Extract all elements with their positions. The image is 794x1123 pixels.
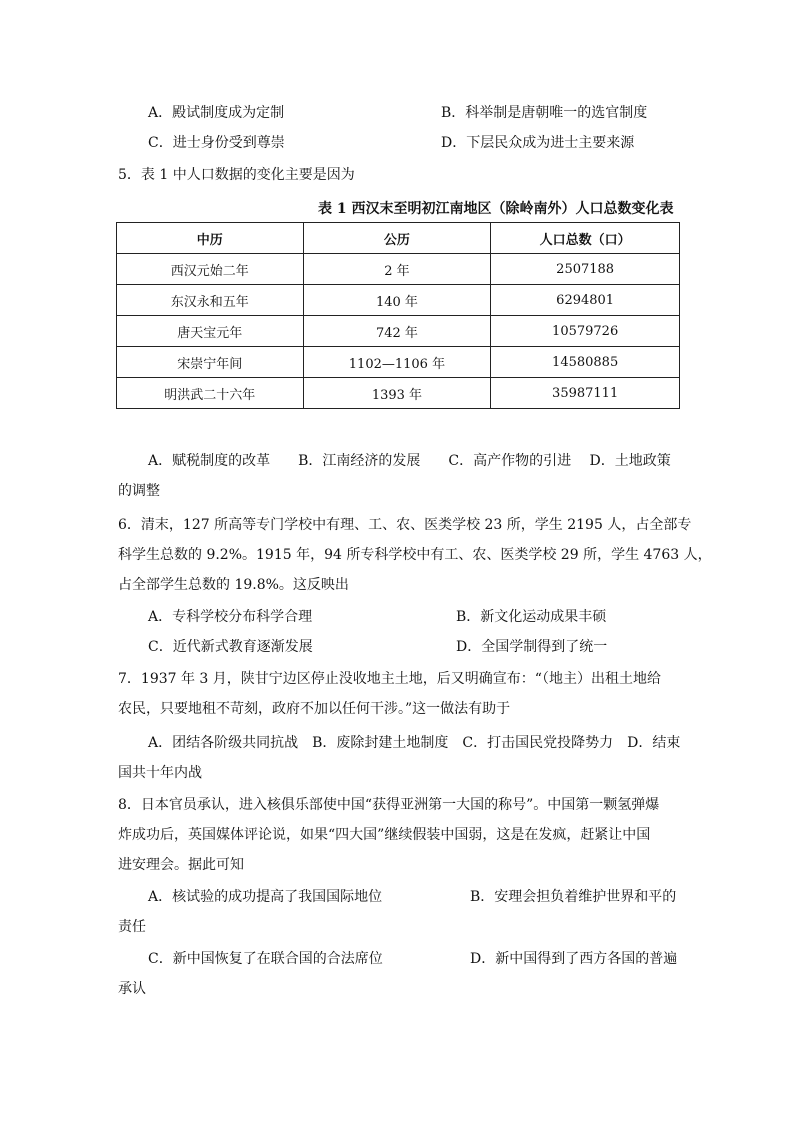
table-row bbox=[117, 316, 680, 347]
cell-year: 1393 年 bbox=[303, 378, 491, 409]
q5-options-line1: A．赋税制度的改革 B．江南经济的发展 C．高产作物的引进 D．土地政策 bbox=[148, 453, 671, 469]
q8-stem-line1: 8．日本官员承认，进入核俱乐部使中国“获得亚洲第一大国的称号”。中国第一颗氢弹爆 bbox=[118, 797, 660, 813]
cell-era: 唐天宝元年 bbox=[117, 316, 304, 347]
q8-stem-line2: 炸成功后，英国媒体评论说，如果“四大国”继续假装中国弱，这是在发疯，赶紧让中国 bbox=[118, 827, 651, 843]
table-row bbox=[117, 254, 680, 285]
q8-option-d: D．新中国得到了西方各国的普遍 bbox=[470, 951, 678, 967]
q7-stem-line1: 7．1937 年 3 月，陕甘宁边区停止没收地主土地，后又明确宣布：“（地主）出租土地给 bbox=[118, 671, 661, 687]
q8-option-b-cont: 责任 bbox=[118, 919, 146, 935]
cell-year: 742 年 bbox=[303, 316, 491, 347]
table-row bbox=[117, 347, 680, 378]
q4-option-c: C．进士身份受到尊崇 bbox=[148, 135, 285, 151]
cell-era: 东汉永和五年 bbox=[117, 285, 304, 316]
q6-option-d: D．全国学制得到了统一 bbox=[456, 639, 608, 655]
q5-table-title: 表 1 西汉末至明初江南地区（除岭南外）人口总数变化表 bbox=[318, 201, 674, 217]
header-chinese-calendar: 中历 bbox=[117, 223, 304, 254]
cell-era: 明洪武二十六年 bbox=[117, 378, 304, 409]
cell-era: 西汉元始二年 bbox=[117, 254, 304, 285]
q8-option-a: A．核试验的成功提高了我国国际地位 bbox=[148, 889, 383, 905]
table-header-row bbox=[117, 223, 680, 254]
q6-stem-line1: 6．清末，127 所高等专门学校中有理、工、农、医类学校 23 所，学生 2195 人，占全部专 bbox=[118, 517, 692, 533]
table-row bbox=[117, 285, 680, 316]
cell-population: 35987111 bbox=[491, 378, 680, 409]
cell-population: 2507188 bbox=[491, 254, 680, 285]
header-gregorian-year: 公历 bbox=[303, 223, 491, 254]
q8-option-c: C．新中国恢复了在联合国的合法席位 bbox=[148, 951, 383, 967]
q6-stem-line3: 占全部学生总数的 19.8%。这反映出 bbox=[118, 577, 349, 593]
q5-stem: 5．表 1 中人口数据的变化主要是因为 bbox=[118, 167, 355, 183]
q6-stem-line2: 科学生总数的 9.2%。1915 年，94 所专科学校中有工、农、医类学校 29 所，学生 4763 人， bbox=[118, 547, 712, 563]
q7-options-line2: 国共十年内战 bbox=[118, 765, 202, 781]
q7-options-line1: A．团结各阶级共同抗战 B．废除封建土地制度 C．打击国民党投降势力 D．结束 bbox=[148, 735, 681, 751]
q7-stem-line2: 农民，只要地租不苛刻，政府不加以任何干涉。”这一做法有助于 bbox=[118, 701, 511, 717]
q6-option-b: B．新文化运动成果丰硕 bbox=[456, 609, 607, 625]
table-row bbox=[117, 378, 680, 409]
cell-population: 6294801 bbox=[491, 285, 680, 316]
q5-options-line2: 的调整 bbox=[118, 483, 160, 499]
q4-option-d: D．下层民众成为进士主要来源 bbox=[441, 135, 635, 151]
cell-year: 1102—1106 年 bbox=[303, 347, 491, 378]
q6-option-c: C．近代新式教育逐渐发展 bbox=[148, 639, 313, 655]
cell-population: 14580885 bbox=[491, 347, 680, 378]
cell-era: 宋崇宁年间 bbox=[117, 347, 304, 378]
header-population: 人口总数（口） bbox=[491, 223, 680, 254]
q6-option-a: A．专科学校分布科学合理 bbox=[148, 609, 313, 625]
population-table bbox=[116, 222, 680, 409]
q4-option-b: B．科举制是唐朝唯一的选官制度 bbox=[441, 105, 648, 121]
q8-stem-line3: 进安理会。据此可知 bbox=[118, 857, 244, 873]
q8-option-d-cont: 承认 bbox=[118, 981, 146, 997]
q8-option-b: B．安理会担负着维护世界和平的 bbox=[470, 889, 677, 905]
cell-year: 2 年 bbox=[303, 254, 491, 285]
cell-year: 140 年 bbox=[303, 285, 491, 316]
cell-population: 10579726 bbox=[491, 316, 680, 347]
q4-option-a: A．殿试制度成为定制 bbox=[148, 105, 285, 121]
